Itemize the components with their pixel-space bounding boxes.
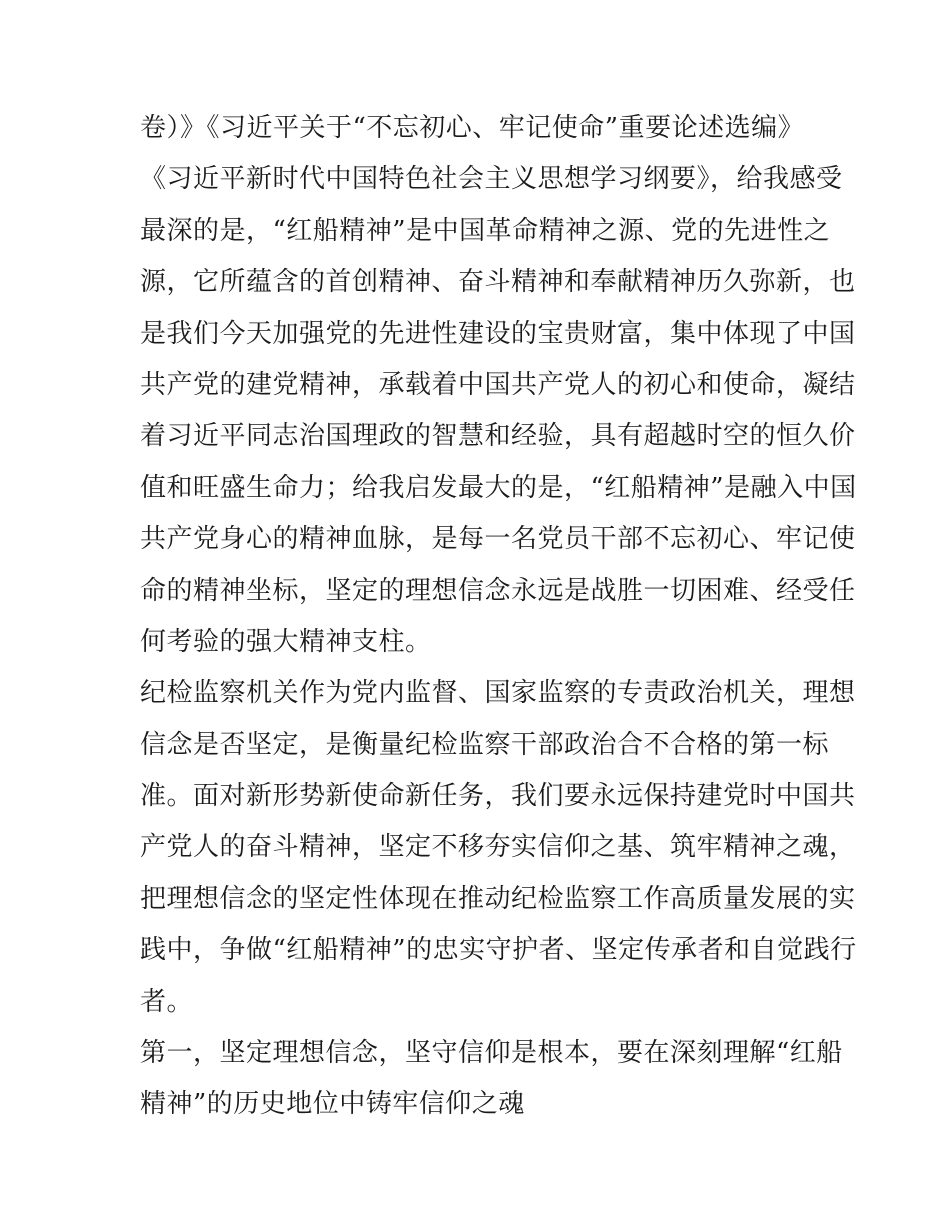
paragraph-3: [140, 1028, 843, 1131]
text-line: 产党人的奋斗精神，坚定不移夯实信仰之基、筑牢精神之魂，: [140, 832, 856, 863]
text-line: 把理想信念的坚定性体现在推动纪检监察工作高质量发展的实: [140, 883, 856, 914]
text-line: 践中，争做“红船精神”的忠实守护者、坚定传承者和自觉践行: [140, 935, 857, 966]
text-line: 卷）》《习近平关于“不忘初心、牢记使命”重要论述选编》: [140, 113, 805, 143]
document-body: [140, 103, 857, 1131]
text-line: 者。: [140, 986, 194, 1017]
text-line: 纪检监察机关作为党内监督、国家监察的专责政治机关，理想: [140, 678, 856, 709]
text-line: 命的精神坐标，坚定的理想信念永远是战胜一切困难、经受任: [140, 575, 856, 606]
text-line: 共产党身心的精神血脉，是每一名党员干部不忘初心、牢记使: [140, 524, 856, 555]
text-line: 着习近平同志治国理政的智慧和经验，具有超越时空的恒久价: [140, 421, 856, 452]
text-line: 值和旺盛生命力；给我启发最大的是，“红船精神”是融入中国: [140, 472, 857, 503]
paragraph-2: [140, 668, 857, 1028]
text-line: 源，它所蕴含的首创精神、奋斗精神和奉献精神历久弥新，也: [140, 267, 856, 298]
text-line: 准。面对新形势新使命新任务，我们要永远保持建党时中国共: [140, 781, 856, 812]
text-line: 精神”的历史地位中铸牢信仰之魂: [140, 1089, 525, 1120]
text-line: 何考验的强大精神支柱。: [140, 626, 432, 657]
text-line: 信念是否坚定，是衡量纪检监察干部政治合不合格的第一标: [140, 729, 830, 760]
text-line: 共产党的建党精神，承载着中国共产党人的初心和使命，凝结: [140, 369, 856, 400]
text-line: 最深的是，“红船精神”是中国革命精神之源、党的先进性之: [140, 215, 831, 246]
text-line: 第一，坚定理想信念，坚守信仰是根本，要在深刻理解“红船: [140, 1038, 843, 1069]
paragraph-1: [140, 103, 857, 668]
text-line: 是我们今天加强党的先进性建设的宝贵财富，集中体现了中国: [140, 318, 856, 349]
text-line: 《习近平新时代中国特色社会主义思想学习纲要》，给我感受: [140, 164, 843, 195]
